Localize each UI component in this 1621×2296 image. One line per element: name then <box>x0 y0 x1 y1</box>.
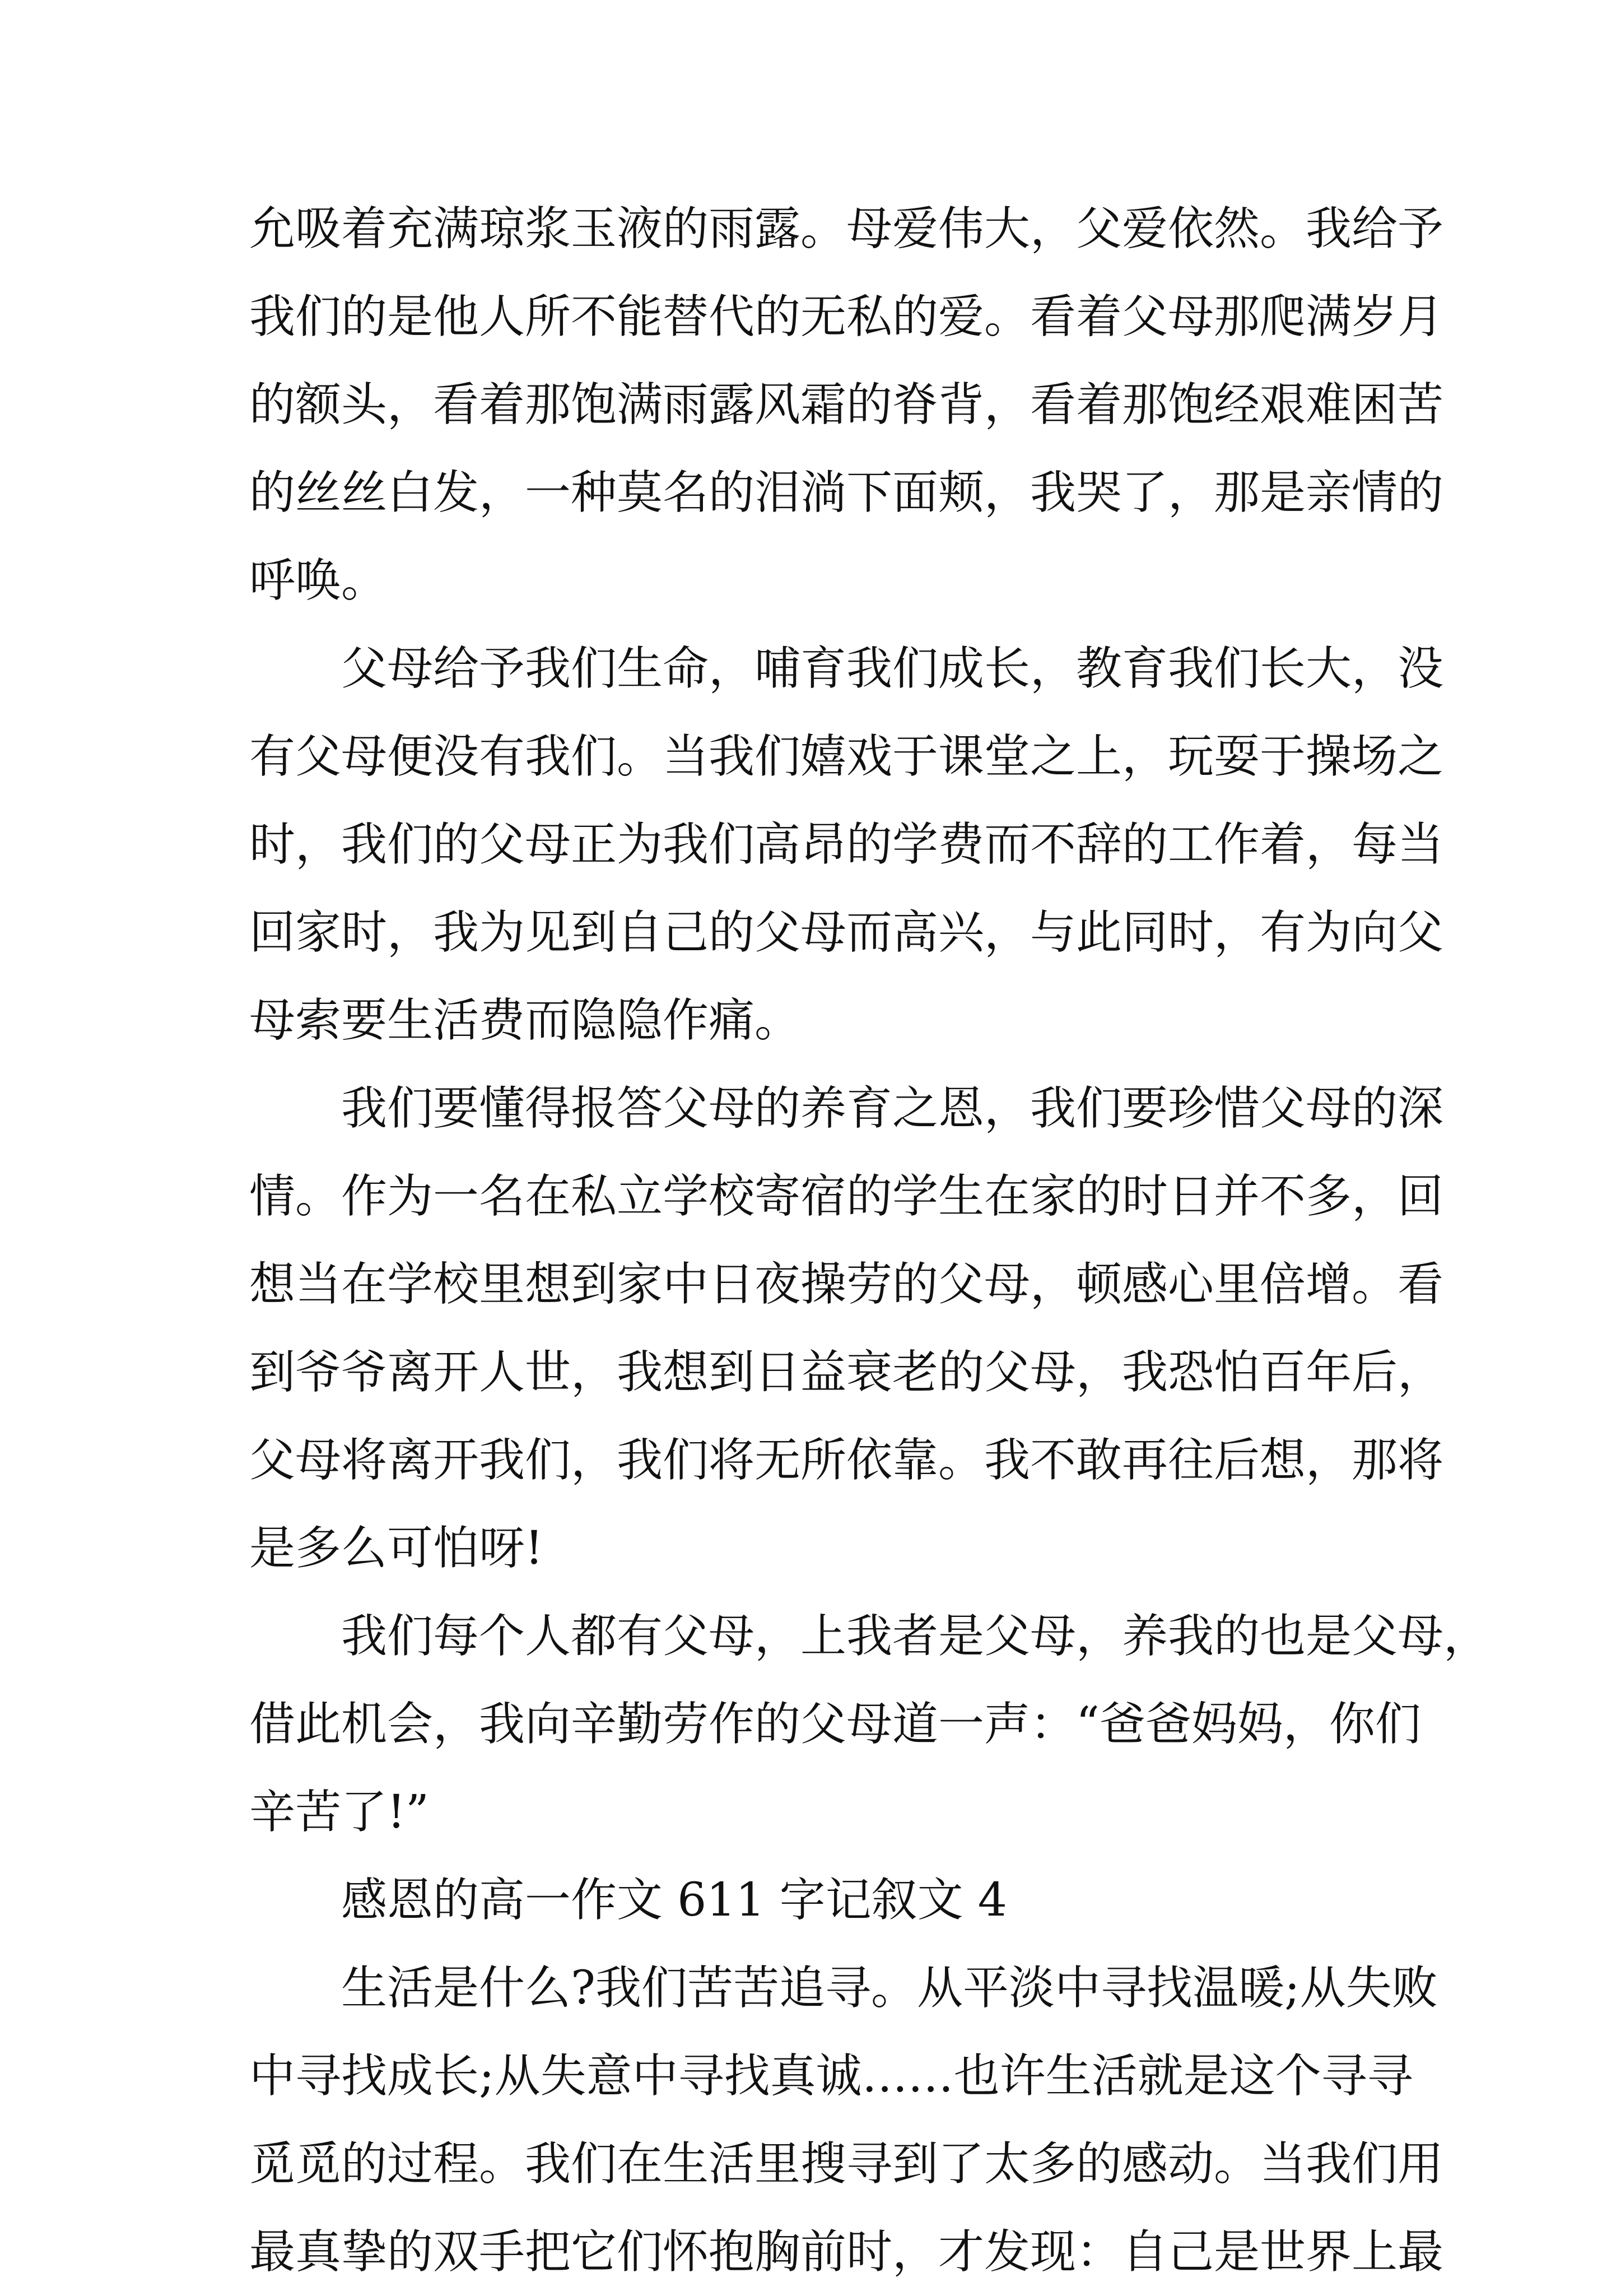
text-line: 的丝丝白发，一种莫名的泪淌下面颊，我哭了，那是亲情的 <box>249 466 1444 519</box>
text-line: 时，我们的父母正为我们高昂的学费而不辞的工作着，每当 <box>249 818 1444 871</box>
text-line: 想当在学校里想到家中日夜操劳的父母，顿感心里倍增。看 <box>249 1258 1444 1311</box>
text-line: 情。作为一名在私立学校寄宿的学生在家的时日并不多，回 <box>249 1170 1444 1223</box>
document-body <box>249 185 1490 2296</box>
text-line: 是多么可怕呀! <box>249 1522 543 1575</box>
paragraph-first-line: 我们每个人都有父母，上我者是父母，养我的也是父母， <box>341 1610 1490 1663</box>
text-line: 我们的是他人所不能替代的无私的爱。看着父母那爬满岁月 <box>249 290 1444 343</box>
paragraph-first-line: 我们要懂得报答父母的养育之恩，我们要珍惜父母的深 <box>341 1082 1444 1135</box>
text-line: 回家时，我为见到自己的父母而高兴，与此同时，有为向父 <box>249 906 1444 959</box>
text-line: 母索要生活费而隐隐作痛。 <box>249 994 801 1047</box>
text-line: 呼唤。 <box>249 554 388 607</box>
text-line: 最真挚的双手把它们怀抱胸前时，才发现：自己是世界上最 <box>249 2225 1444 2279</box>
text-line: 父母将离开我们，我们将无所依靠。我不敢再往后想，那将 <box>249 1434 1444 1487</box>
text-line: 辛苦了!” <box>249 1786 429 1839</box>
section-heading: 感恩的高一作文 611 字记叙文 4 <box>341 1874 1007 1927</box>
text-line: 允吸着充满琼浆玉液的雨露。母爱伟大，父爱依然。我给予 <box>249 202 1444 255</box>
text-line: 的额头，看着那饱满雨露风霜的脊背，看着那饱经艰难困苦 <box>249 378 1444 431</box>
text-line: 到爷爷离开人世，我想到日益衰老的父母，我恐怕百年后， <box>249 1346 1444 1399</box>
text-line: 借此机会，我向辛勤劳作的父母道一声：“爸爸妈妈，你们 <box>249 1698 1421 1751</box>
paragraph-first-line: 父母给予我们生命，哺育我们成长，教育我们长大，没 <box>341 642 1444 695</box>
paragraph-first-line: 生活是什么?我们苦苦追寻。从平淡中寻找温暖;从失败 <box>341 1962 1438 2015</box>
text-line: 觅觅的过程。我们在生活里搜寻到了太多的感动。当我们用 <box>249 2137 1444 2191</box>
text-line: 有父母便没有我们。当我们嬉戏于课堂之上，玩耍于操场之 <box>249 730 1444 783</box>
text-line: 中寻找成长;从失意中寻找真诚……也许生活就是这个寻寻 <box>249 2049 1413 2103</box>
